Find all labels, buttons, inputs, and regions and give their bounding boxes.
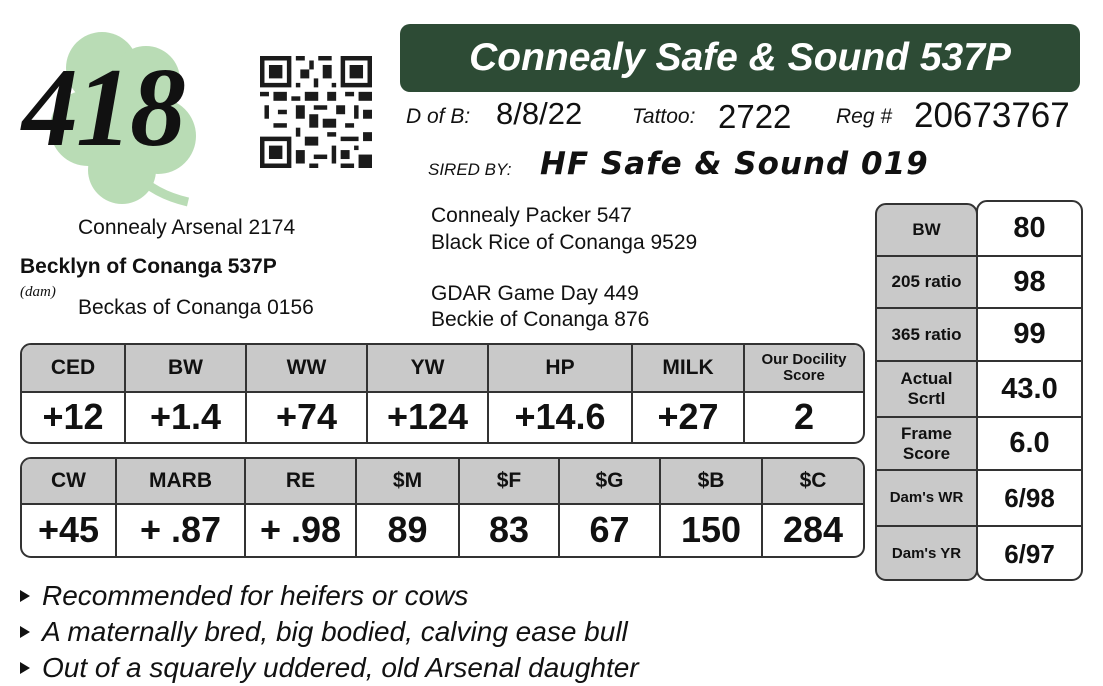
side-value-dams-wr: 6/98 bbox=[978, 471, 1081, 527]
epd-header-cw: CW bbox=[22, 459, 117, 503]
paternal-granddam-dam: Beckie of Conanga 876 bbox=[431, 308, 650, 331]
epd-header-hp: HP bbox=[489, 345, 633, 391]
epd-value-f: 83 bbox=[460, 503, 560, 556]
side-value-bw: 80 bbox=[978, 202, 1081, 257]
note-text: Recommended for heifers or cows bbox=[42, 580, 469, 611]
epd-value-ced: +12 bbox=[22, 391, 126, 442]
epd-header-re: RE bbox=[246, 459, 357, 503]
side-label-dams-wr: Dam's WR bbox=[877, 471, 976, 527]
epd-header-ww: WW bbox=[247, 345, 368, 391]
epd-header-docility: Our Docility Score bbox=[761, 351, 847, 384]
epd-header-yw: YW bbox=[368, 345, 489, 391]
note-item bbox=[20, 650, 639, 686]
side-label-frame-score bbox=[877, 418, 976, 471]
epd-value-milk: +27 bbox=[633, 391, 745, 442]
epd-header-ced: CED bbox=[22, 345, 126, 391]
animal-name: Connealy Safe & Sound 537P bbox=[469, 36, 1011, 79]
side-value-365-ratio: 99 bbox=[978, 309, 1081, 362]
note-item bbox=[20, 614, 639, 650]
dam-tag: (dam) bbox=[20, 284, 56, 300]
epd-header-g: $G bbox=[560, 459, 661, 503]
epd-value-bw: +1.4 bbox=[126, 391, 247, 442]
epd-table-1-values bbox=[22, 391, 863, 442]
epd-table-2 bbox=[20, 457, 865, 558]
side-value-frame-score: 6.0 bbox=[978, 418, 1081, 471]
paternal-grandsire-sire: Connealy Packer 547 bbox=[431, 204, 632, 227]
side-label-365-ratio: 365 ratio bbox=[877, 309, 976, 362]
tattoo-value: 2722 bbox=[718, 98, 792, 135]
epd-value-cw: +45 bbox=[22, 503, 117, 556]
side-value-dams-yr: 6/97 bbox=[1004, 538, 1055, 569]
note-text: Out of a squarely uddered, old Arsenal daughter bbox=[42, 652, 639, 683]
epd-header-marb: MARB bbox=[117, 459, 246, 503]
qr-code-icon bbox=[260, 56, 372, 168]
epd-value-hp: +14.6 bbox=[489, 391, 633, 442]
epd-header-bw: BW bbox=[126, 345, 247, 391]
maternal-grandsire: Connealy Arsenal 2174 bbox=[78, 216, 296, 239]
epd-value-b: 150 bbox=[661, 503, 763, 556]
reg-value: 20673767 bbox=[914, 96, 1070, 135]
epd-header-c: $C bbox=[799, 469, 827, 492]
epd-table-1-header bbox=[22, 345, 863, 393]
maternal-granddam: Beckas of Conanga 0156 bbox=[78, 296, 314, 319]
side-value-actual-scrtl: 43.0 bbox=[978, 362, 1081, 418]
epd-header-m: $M bbox=[357, 459, 460, 503]
side-stats-labels bbox=[875, 203, 978, 581]
dob-label: D of B: bbox=[406, 105, 471, 128]
side-label-bw: BW bbox=[877, 205, 976, 257]
tattoo-label: Tattoo: bbox=[632, 105, 696, 128]
paternal-grandsire-dam: Black Rice of Conanga 9529 bbox=[431, 231, 698, 254]
side-label-205-ratio: 205 ratio bbox=[877, 257, 976, 309]
side-label-actual-scrtl bbox=[877, 362, 976, 418]
epd-header-b: $B bbox=[661, 459, 763, 503]
bullet-triangle-icon bbox=[20, 662, 30, 674]
epd-table-2-values bbox=[22, 503, 863, 556]
epd-value-g: 67 bbox=[560, 503, 661, 556]
side-value-205-ratio: 98 bbox=[978, 257, 1081, 309]
note-item bbox=[20, 578, 639, 614]
bullet-triangle-icon bbox=[20, 626, 30, 638]
epd-header-milk: MILK bbox=[633, 345, 745, 391]
dob-value: 8/8/22 bbox=[496, 96, 583, 131]
reg-label: Reg # bbox=[836, 105, 893, 128]
epd-table-1 bbox=[20, 343, 865, 444]
epd-value-ww: +74 bbox=[247, 391, 368, 442]
lot-number: 418 bbox=[22, 46, 184, 170]
epd-value-m: 89 bbox=[357, 503, 460, 556]
epd-table-2-header bbox=[22, 459, 863, 505]
epd-value-re: + .98 bbox=[246, 503, 357, 556]
notes-list bbox=[20, 578, 639, 686]
sired-by-label: SIRED BY: bbox=[428, 160, 512, 179]
paternal-granddam-sire: GDAR Game Day 449 bbox=[431, 282, 639, 305]
side-label-actual-scrtl-text: Actual Scrtl bbox=[900, 369, 953, 408]
side-label-dams-yr: Dam's YR bbox=[891, 545, 962, 562]
bullet-triangle-icon bbox=[20, 590, 30, 602]
epd-value-docility: 2 bbox=[793, 395, 815, 437]
epd-value-c: 284 bbox=[782, 508, 844, 550]
side-label-frame-score-text: Frame Score bbox=[900, 423, 953, 463]
side-stats-values bbox=[976, 200, 1083, 581]
epd-value-marb: + .87 bbox=[117, 503, 246, 556]
note-text: A maternally bred, big bodied, calving ease bull bbox=[42, 616, 628, 647]
epd-header-f: $F bbox=[460, 459, 560, 503]
dam-name: Becklyn of Conanga 537P bbox=[20, 255, 277, 278]
sire-name: HF Safe & Sound 019 bbox=[540, 146, 929, 182]
epd-value-yw: +124 bbox=[368, 391, 489, 442]
animal-name-banner bbox=[400, 24, 1080, 92]
